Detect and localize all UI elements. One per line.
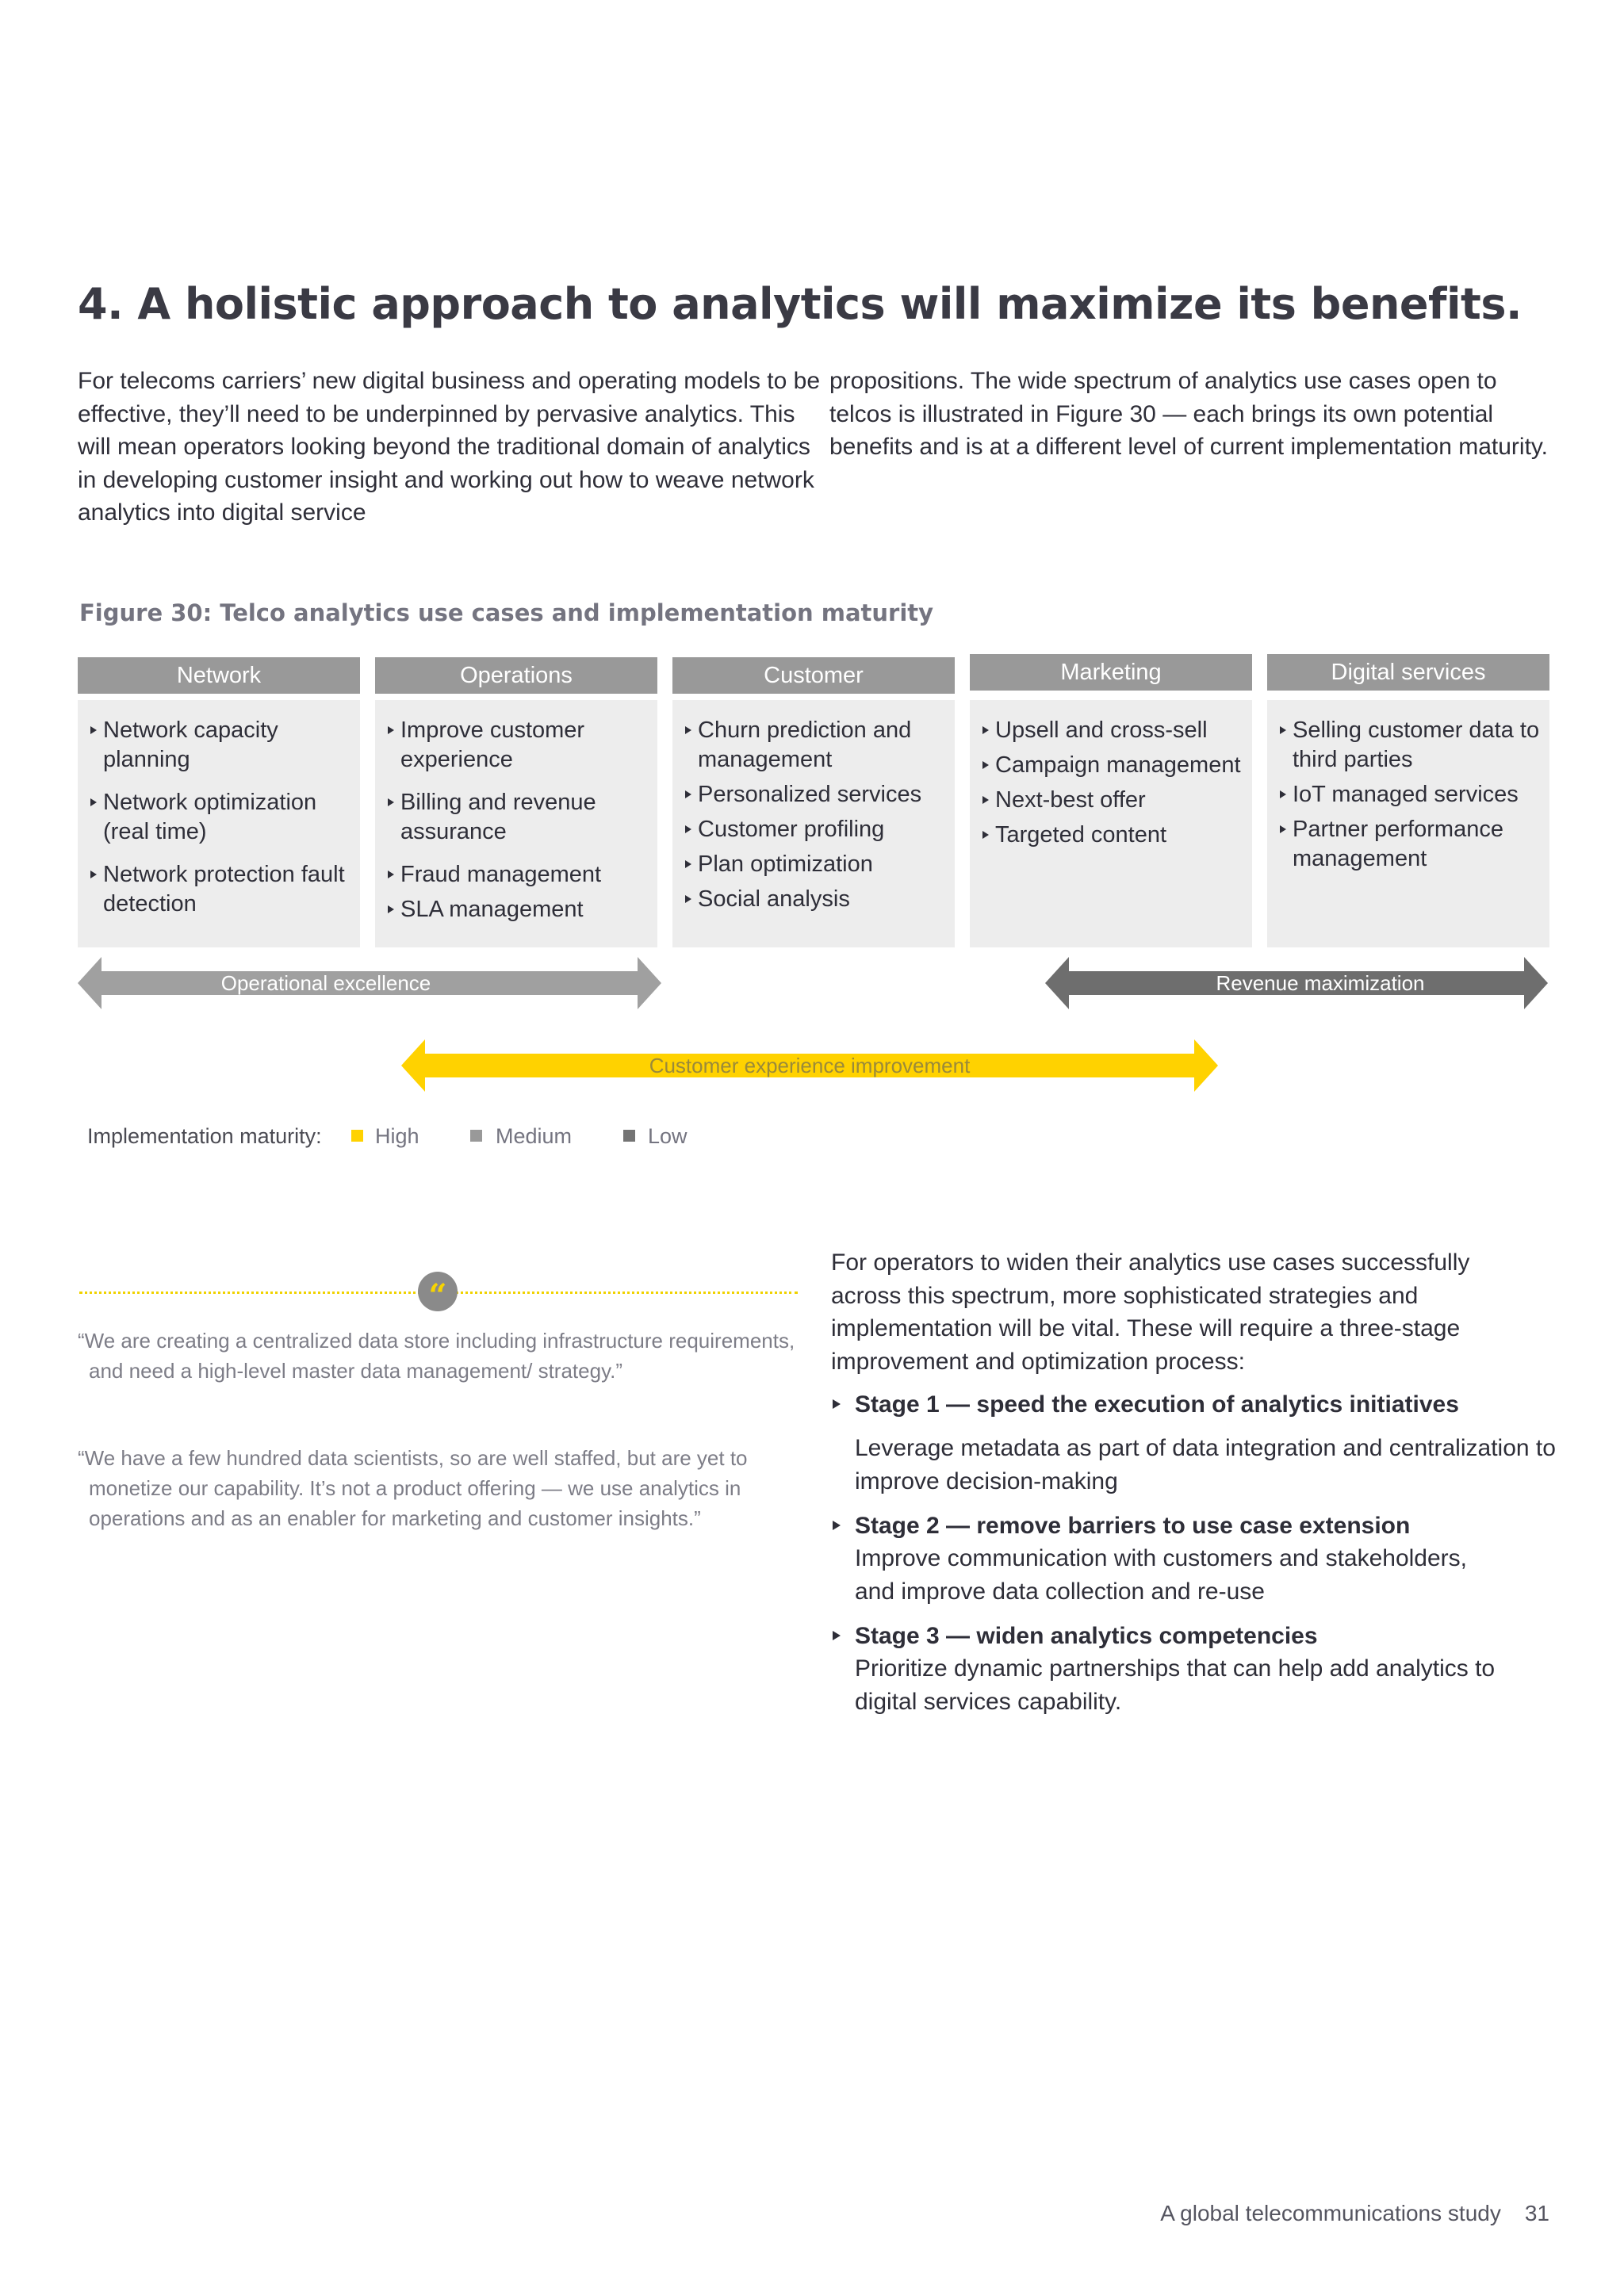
stage-3-bullet [833, 1631, 841, 1640]
page-number: 31 [1524, 2201, 1549, 2225]
list-item: Improve customer experience [386, 716, 649, 775]
customer-experience-arrow [401, 1039, 1218, 1092]
list-item: Churn prediction and management [684, 716, 947, 775]
list-item: Targeted content [981, 821, 1244, 850]
revenue-maximization-arrow [1045, 957, 1548, 1009]
list-item: Network capacity planning [89, 716, 352, 775]
legend-item-high: High [375, 1124, 419, 1148]
page-footer [1160, 2201, 1549, 2226]
quote-1: “We are creating a centralized data store including infrastructure requirements, and need a high-level master data management/ strategy.” [78, 1329, 795, 1383]
column-customer [672, 700, 955, 947]
list-item: SLA management [386, 895, 649, 924]
column-marketing [970, 700, 1252, 947]
stage-1-bullet [833, 1399, 841, 1409]
list-item: Plan optimization [684, 850, 947, 879]
list-item: Billing and revenue assurance [386, 788, 649, 847]
figure-title: Figure 30: Telco analytics use cases and implementation maturity [79, 599, 934, 626]
column-network [78, 700, 360, 947]
operational-excellence-label: Operational excellence [220, 970, 431, 995]
list-item: Upsell and cross-sell [981, 716, 1244, 745]
list-item: Fraud management [386, 860, 649, 890]
list-item: Selling customer data to third parties [1278, 716, 1542, 775]
column-operations [375, 700, 657, 947]
operational-excellence-arrow [78, 957, 661, 1009]
list-item: Social analysis [684, 885, 947, 914]
stage-3-text: Prioritize dynamic partnerships that can help add analytics to digital services capability. [855, 1655, 1496, 1715]
legend-item-medium: Medium [496, 1124, 573, 1148]
column-header-operations: Operations [375, 657, 657, 694]
footer-title: A global telecommunications study [1160, 2201, 1501, 2225]
legend-swatch-high [351, 1130, 363, 1142]
page-heading: 4. A holistic approach to analytics will maximize its benefits. [78, 279, 1522, 329]
list-item: Partner performance management [1278, 815, 1542, 874]
stage-2-bullet [833, 1521, 841, 1530]
revenue-maximization-label: Revenue maximization [1216, 970, 1425, 995]
legend-label: Implementation maturity: [87, 1124, 322, 1148]
column-digital-services [1267, 700, 1549, 947]
legend-item-low: Low [648, 1124, 688, 1148]
list-item: Personalized services [684, 780, 947, 809]
list-item: Next-best offer [981, 786, 1244, 815]
list-item: Network optimization (real time) [89, 788, 352, 847]
quote-mark-icon: “ [418, 1272, 458, 1311]
customer-experience-label: Customer experience improvement [649, 1053, 971, 1077]
column-header-digital-services: Digital services [1267, 654, 1549, 691]
stage-1-text: Leverage metadata as part of data integration and centralization to improve decision-making [855, 1435, 1556, 1494]
list-item: Customer profiling [684, 815, 947, 844]
list-item: IoT managed services [1278, 780, 1542, 809]
list-item: Campaign management [981, 751, 1244, 780]
stage-2-title: Stage 2 — remove barriers to use case extension [855, 1513, 1411, 1539]
right-intro-paragraph: For operators to widen their analytics use cases successfully across this spectrum, more sophisticated strategies and implementation will be vital. These will require a three-stage improvement and optimization process: [831, 1249, 1470, 1375]
intro-right-paragraph: propositions. The wide spectrum of analytics use cases open to telcos is illustrated in Figure 30 — each brings its own potential benefits and is at a different level of current implementation maturity. [829, 368, 1549, 460]
intro-left-paragraph: For telecoms carriers’ new digital business and operating models to be effective, they’ll need to be underpinned by pervasive analytics. This will mean operators looking beyond the traditional domain of analytics in developing customer insight and working out how to weave network analytics into digital service [78, 368, 821, 526]
column-header-network: Network [78, 657, 360, 694]
legend-swatch-medium [470, 1130, 482, 1142]
stage-3-title: Stage 3 — widen analytics competencies [855, 1623, 1318, 1649]
column-header-customer: Customer [672, 657, 955, 694]
stage-1-title: Stage 1 — speed the execution of analytics initiatives [855, 1391, 1459, 1418]
stage-2-text: Improve communication with customers and stakeholders, and improve data collection and re-use [855, 1545, 1468, 1605]
quote-2: “We have a few hundred data scientists, so are well staffed, but are yet to monetize our capability. It’s not a product offering — we use analytics in operations and as an enabler for marketing and customer insights.” [78, 1446, 748, 1530]
list-item: Network protection fault detection [89, 860, 352, 919]
column-header-marketing: Marketing [970, 654, 1252, 691]
legend-swatch-low [623, 1130, 635, 1142]
